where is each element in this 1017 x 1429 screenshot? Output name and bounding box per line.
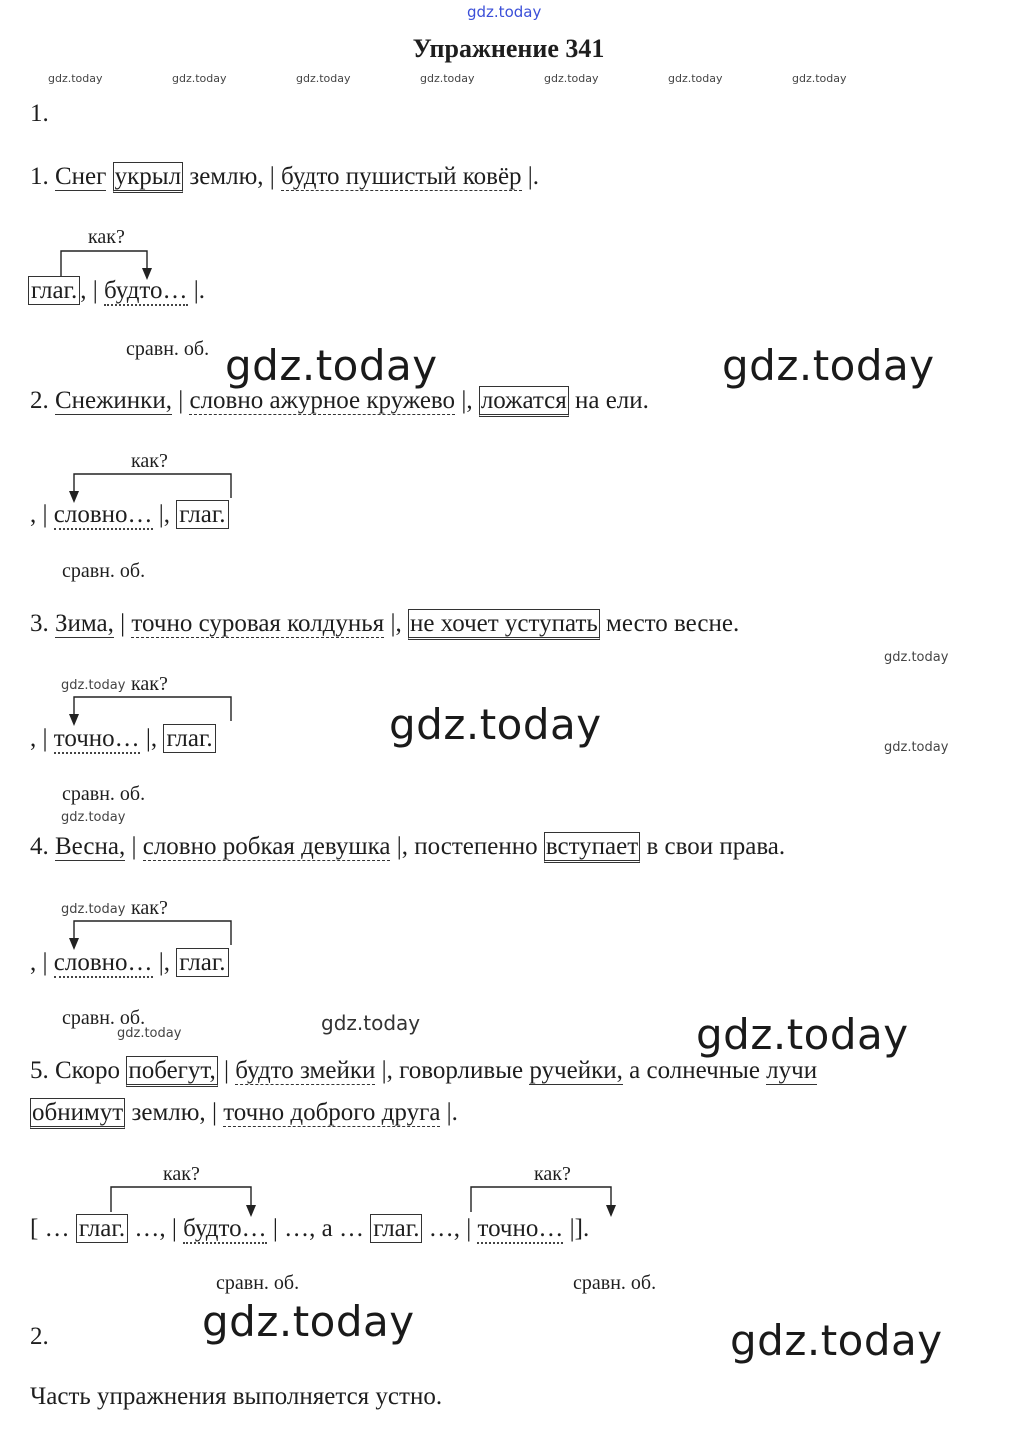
subject: ручейки, xyxy=(529,1057,623,1084)
subject: Весна, xyxy=(55,833,126,860)
text: землю, xyxy=(189,163,264,190)
watermark-small: gdz.today xyxy=(884,650,949,665)
verb-box: глаг. xyxy=(163,724,215,753)
text: землю, xyxy=(131,1099,206,1126)
clause-bar: | xyxy=(178,387,184,414)
comparison-caption: сравн. об. xyxy=(62,560,146,582)
sentence-number: 1. xyxy=(30,163,49,190)
separator: | …, а … xyxy=(272,1215,364,1242)
question-label: как? xyxy=(131,897,168,919)
subject: Зима, xyxy=(55,610,114,637)
comparison-caption: сравн. об. xyxy=(126,338,210,360)
subject: Снежинки, xyxy=(55,387,172,414)
predicate: побегут, xyxy=(126,1056,217,1087)
watermark-small: gdz.today xyxy=(296,72,351,85)
clause-bar: |, xyxy=(461,387,473,414)
text: постепенно xyxy=(414,833,538,860)
separator: …, | xyxy=(134,1215,177,1242)
verb-box: глаг. xyxy=(28,276,80,305)
comparison-caption: сравн. об. xyxy=(62,783,146,805)
verb-box: глаг. xyxy=(76,1214,128,1243)
predicate: не хочет уступать xyxy=(408,609,600,640)
separator: , | xyxy=(30,949,48,976)
separator: |. xyxy=(193,277,206,304)
watermark-small: gdz.today xyxy=(61,678,126,693)
watermark-large: gdz.today xyxy=(730,1316,943,1365)
clause-placeholder: будто… xyxy=(183,1215,267,1242)
watermark-large: gdz.today xyxy=(225,341,438,390)
watermark-small: gdz.today xyxy=(420,72,475,85)
watermark-small: gdz.today xyxy=(792,72,847,85)
separator: , | xyxy=(30,501,48,528)
separator: , | xyxy=(80,277,98,304)
sentence-number: 3. xyxy=(30,610,49,637)
watermark-large: gdz.today xyxy=(202,1297,415,1346)
separator: , | xyxy=(30,725,48,752)
diagram-5 xyxy=(30,1215,589,1243)
watermark-small: gdz.today xyxy=(61,810,126,825)
text: на ели. xyxy=(574,387,649,414)
question-label: как? xyxy=(534,1163,571,1185)
verb-box: глаг. xyxy=(176,948,228,977)
page-title: Упражнение 341 xyxy=(412,34,605,63)
clause-bar: | xyxy=(223,1057,229,1084)
clause-bar: |, xyxy=(396,833,408,860)
question-label: как? xyxy=(131,450,168,472)
sentence-number: 2. xyxy=(30,387,49,414)
predicate: вступает xyxy=(544,832,640,863)
text: а солнечные xyxy=(629,1057,760,1084)
clause-placeholder: будто… xyxy=(104,277,188,304)
question-label: как? xyxy=(88,226,125,248)
clause-placeholder: точно… xyxy=(53,725,140,752)
clause-placeholder: точно… xyxy=(477,1215,564,1242)
clause-bar: | xyxy=(269,163,275,190)
question-label: как? xyxy=(131,673,168,695)
clause-bar: | xyxy=(120,610,126,637)
clause-placeholder: словно… xyxy=(53,501,153,528)
verb-box: глаг. xyxy=(370,1214,422,1243)
separator: |, xyxy=(158,501,171,528)
part-2-label: 2. xyxy=(30,1323,49,1350)
watermark-small: gdz.today xyxy=(117,1026,182,1041)
watermark-small: gdz.today xyxy=(668,72,723,85)
separator: |, xyxy=(158,949,171,976)
comparative-clause: точно суровая колдунья xyxy=(131,610,385,637)
verb-box: глаг. xyxy=(176,500,228,529)
watermark-small: gdz.today xyxy=(48,72,103,85)
comparative-clause: словно робкая девушка xyxy=(142,833,391,860)
clause-bar: |, xyxy=(390,610,402,637)
clause-bar: | xyxy=(211,1099,217,1126)
question-label: как? xyxy=(163,1163,200,1185)
text: Скоро xyxy=(55,1057,121,1084)
watermark-large: gdz.today xyxy=(389,700,602,749)
part-1-label: 1. xyxy=(30,100,49,127)
clause-bar: |. xyxy=(527,163,540,190)
watermark-small: gdz.today xyxy=(544,72,599,85)
comparative-clause: будто змейки xyxy=(235,1057,376,1084)
watermark-small: gdz.today xyxy=(172,72,227,85)
clause-bar: |. xyxy=(446,1099,458,1126)
separator: …, | xyxy=(428,1215,472,1242)
sentence-number: 4. xyxy=(30,833,49,860)
clause-bar: |, xyxy=(381,1057,393,1084)
watermark-large: gdz.today xyxy=(696,1010,909,1059)
bracket: [ … xyxy=(30,1215,70,1242)
comparison-caption: сравн. об. xyxy=(573,1272,657,1294)
clause-bar: | xyxy=(131,833,137,860)
bracket: |]. xyxy=(569,1215,590,1242)
note-text: Часть упражнения выполняется устно. xyxy=(30,1383,443,1410)
clause-placeholder: словно… xyxy=(53,949,153,976)
comparative-clause: точно доброго друга xyxy=(223,1099,441,1126)
sentence-number: 5. xyxy=(30,1057,49,1084)
watermark-large: gdz.today xyxy=(722,341,935,390)
separator: |, xyxy=(145,725,158,752)
subject: Снег xyxy=(55,163,107,190)
watermark-top: gdz.today xyxy=(467,3,542,21)
comparative-clause: будто пушистый ковёр xyxy=(281,163,522,190)
predicate: ложатся xyxy=(479,386,569,417)
comparison-caption: сравн. об. xyxy=(62,1007,146,1029)
text: говорливые xyxy=(399,1057,524,1084)
predicate: укрыл xyxy=(113,162,183,193)
subject: лучи xyxy=(766,1057,818,1084)
watermark-small: gdz.today xyxy=(884,740,949,755)
text: место весне. xyxy=(606,610,740,637)
predicate: обнимут xyxy=(30,1098,125,1129)
comparative-clause: словно ажурное кружево xyxy=(189,387,456,414)
text: в свои права. xyxy=(646,833,786,860)
comparison-caption: сравн. об. xyxy=(216,1272,300,1294)
watermark-medium: gdz.today xyxy=(321,1011,421,1035)
watermark-small: gdz.today xyxy=(61,902,126,917)
